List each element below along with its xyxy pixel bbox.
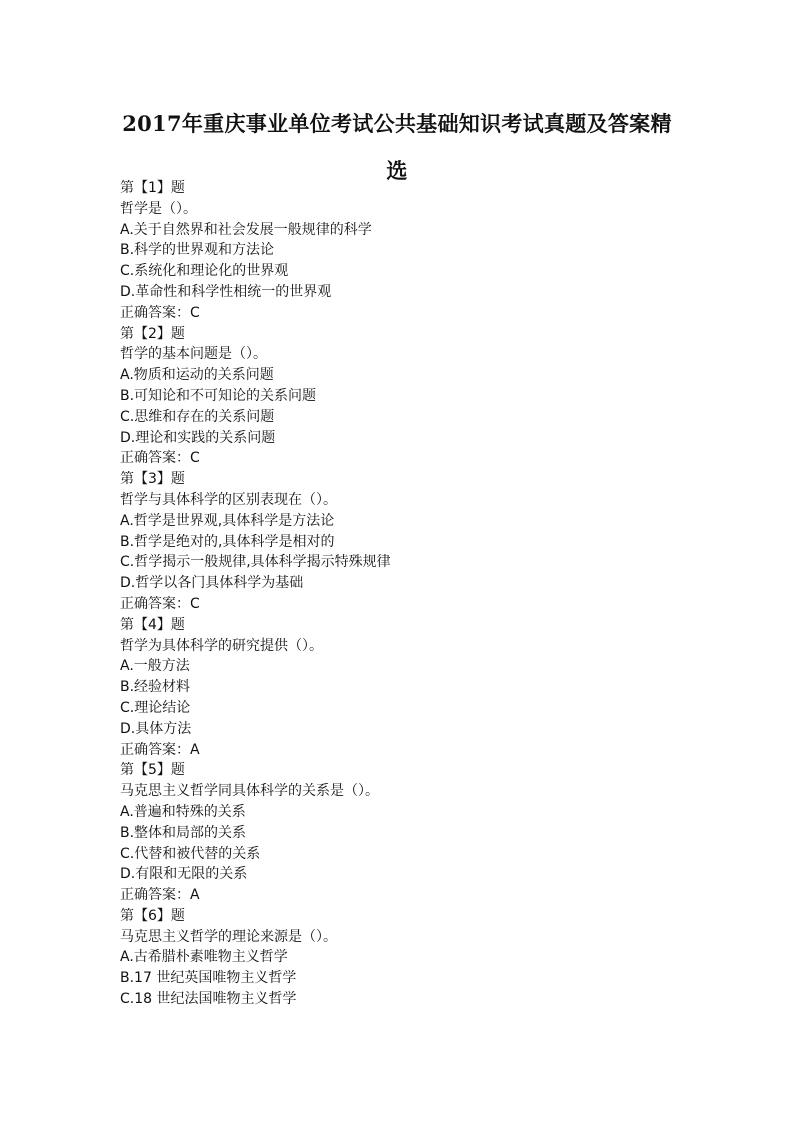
question-number: 第【6】题 — [120, 907, 185, 924]
option-c: C.哲学揭示一般规律,具体科学揭示特殊规律 — [120, 554, 391, 571]
question-block-4 — [120, 615, 680, 761]
option-d: D.有限和无限的关系 — [120, 866, 248, 883]
option-d: D.理论和实践的关系问题 — [120, 429, 276, 446]
option-b: B.经验材料 — [120, 679, 191, 696]
correct-answer: 正确答案：C — [120, 595, 200, 612]
option-d: D.具体方法 — [120, 720, 192, 737]
option-a: A.一般方法 — [120, 658, 190, 675]
option-b: B.整体和局部的关系 — [120, 824, 247, 841]
option-d: D.哲学以各门具体科学为基础 — [120, 575, 304, 592]
correct-answer: 正确答案：A — [120, 741, 200, 758]
question-block-6 — [120, 906, 680, 1010]
document-title: 2017年重庆事业单位考试公共基础知识考试真题及答案精选 — [122, 111, 672, 183]
option-b: B.可知论和不可知论的关系问题 — [120, 387, 317, 404]
question-number: 第【1】题 — [120, 180, 185, 196]
question-stem: 哲学与具体科学的区别表现在（）。 — [120, 491, 337, 508]
question-stem: 马克思主义哲学的理论来源是（）。 — [120, 928, 337, 945]
question-stem: 哲学的基本问题是（）。 — [120, 346, 267, 363]
correct-answer: 正确答案：C — [120, 304, 200, 321]
option-a: A.物质和运动的关系问题 — [120, 367, 274, 384]
option-b: B.哲学是绝对的,具体科学是相对的 — [120, 533, 335, 550]
option-b: B.17 世纪英国唯物主义哲学 — [120, 970, 297, 987]
question-block-5 — [120, 760, 680, 906]
question-stem: 哲学是（）。 — [120, 200, 197, 217]
question-number: 第【3】题 — [120, 471, 185, 488]
option-a: A.普遍和特殊的关系 — [120, 803, 246, 820]
option-c: C.思维和存在的关系问题 — [120, 408, 275, 425]
option-d: D.革命性和科学性相统一的世界观 — [120, 283, 332, 300]
question-stem: 哲学为具体科学的研究提供（）。 — [120, 637, 323, 654]
question-block-2 — [120, 324, 680, 470]
option-c: C.系统化和理论化的世界观 — [120, 263, 289, 280]
question-number: 第【4】题 — [120, 616, 185, 633]
option-c: C.理论结论 — [120, 699, 191, 716]
option-c: C.代替和被代替的关系 — [120, 845, 261, 862]
option-c: C.18 世纪法国唯物主义哲学 — [120, 991, 297, 1008]
question-number: 第【2】题 — [120, 325, 185, 342]
question-block-3 — [120, 469, 680, 615]
question-list — [120, 178, 680, 1010]
option-a: A.关于自然界和社会发展一般规律的科学 — [120, 221, 372, 238]
option-a: A.哲学是世界观,具体科学是方法论 — [120, 512, 335, 529]
question-stem: 马克思主义哲学同具体科学的关系是（）。 — [120, 783, 379, 800]
question-number: 第【5】题 — [120, 762, 185, 779]
option-a: A.古希腊朴素唯物主义哲学 — [120, 949, 288, 966]
correct-answer: 正确答案：C — [120, 450, 200, 467]
correct-answer: 正确答案：A — [120, 887, 200, 904]
question-block-1 — [120, 178, 680, 324]
option-b: B.科学的世界观和方法论 — [120, 242, 275, 259]
